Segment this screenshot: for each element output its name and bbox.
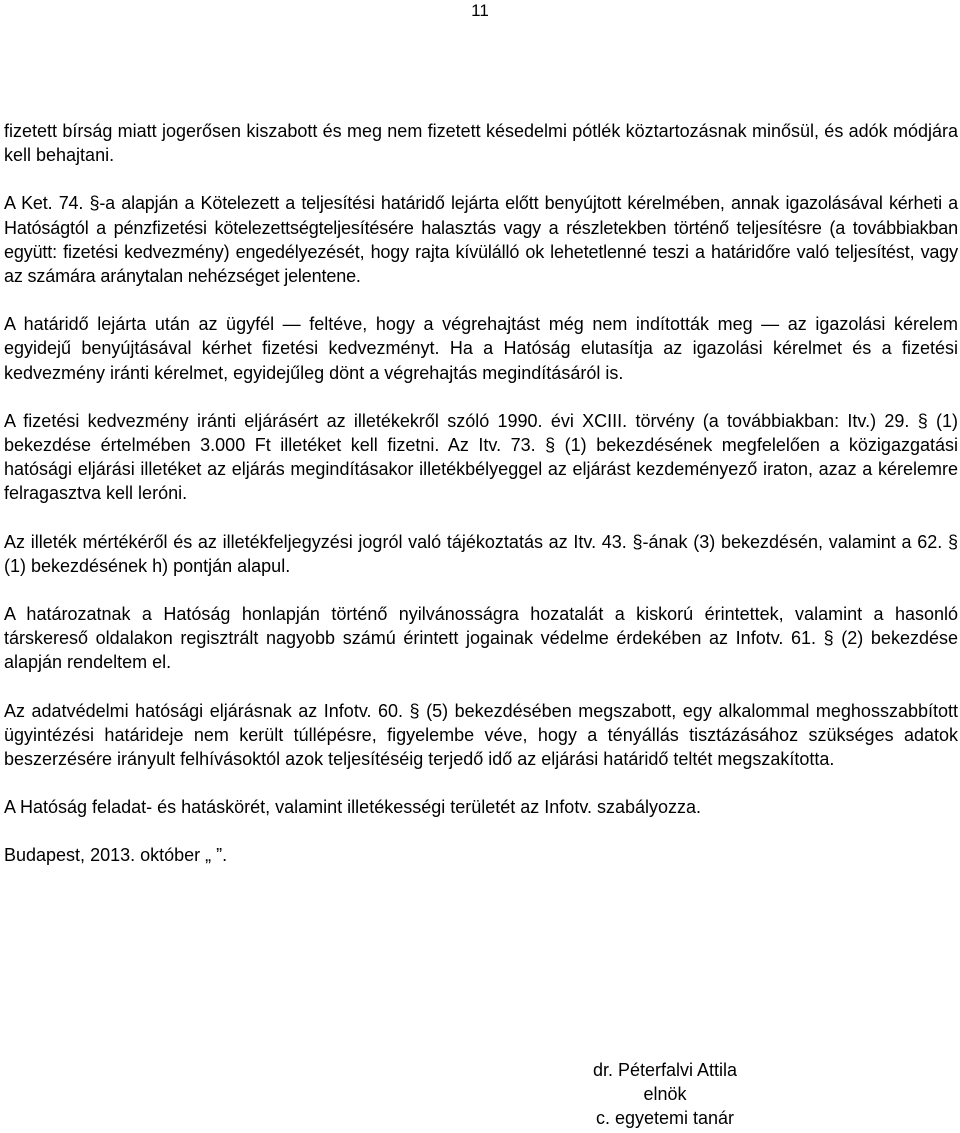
page-number: 11 [471,1,489,20]
paragraph-competence: A Hatóság feladat- és hatáskörét, valamint illetékességi területét az Infotv. szabályozza. [4,797,702,818]
document-body [4,119,958,868]
signatory-name: dr. Péterfalvi Attila [592,1060,738,1080]
paragraph-payment-relief: A Ket. 74. §-a alapján a Kötelezett a teljesítési határidő lejárta előtt benyújtott kérelmében, annak igazolásával kérheti a Hatóságtól a pénzfizetési kötelezettségteljesítésére halasztás vagy a részletekben történő teljesítésre (a továbbiakban együtt: fizetési kedvezmény) engedélyezését, hogy rajta kívülálló ok lehetetlenné teszi a határidőre való teljesítést, vagy az számára aránytalan nehézséget jelentene. [4,193,958,287]
signature-block [560,1058,770,1131]
signatory-role: c. egyetemi tanár [595,1108,735,1129]
paragraph-procedure-deadline: Az adatvédelmi hatósági eljárásnak az Infotv. 60. § (5) bekezdésében megszabott, egy alkalommal meghosszabbított ügyintézési határideje nem került túllépésre, figyelembe véve, hogy a tényállás tisztázásához szükséges adatok beszerzésére irányult felhívásoktól azok teljesítéséig terjedő idő az eljárási határidő teltét megszakította. [4,700,958,770]
paragraph-publication: A határozatnak a Hatóság honlapján történő nyilvánosságra hozatalát a kiskorú érintettek, valamint a hasonló társkereső oldalakon regisztrált nagyobb számú érintett jogainak védelme érdekében az Infotv. 61. § (2) bekezdése alapján rendeltem el. [4,604,958,673]
signatory-title: elnök [643,1084,687,1105]
date-line: Budapest, 2013. október „ ”. [4,845,228,866]
paragraph-penalty-collection: fizetett bírság miatt jogerősen kiszabott és meg nem fizetett késedelmi pótlék köztartozásnak minősül, és adók módjára kell behajtani. [4,121,958,166]
paragraph-deadline-expiry: A határidő lejárta után az ügyfél — feltéve, hogy a végrehajtást még nem indították meg — az igazolási kérelem egyidejű benyújtásával kérhet fizetési kedvezményt. Ha a Hatóság elutasítja az igazolási kérelmet és a fizetési kedvezmény iránti kérelmet, egyidejűleg dönt a végrehajtás megindításáról is. [4,314,958,383]
paragraph-fee: A fizetési kedvezmény iránti eljárásért az illetékekről szóló 1990. évi XCIII. törvény (a továbbiakban: Itv.) 29. § (1) bekezdése értelmében 3.000 Ft illetéket kell fizetni. Az Itv. 73. § (1) bekezdésének megfelelően a közigazgatási hatósági eljárási illetéket az eljárás megindításakor illetékbélyeggel az eljárást kezdeményező iraton, azaz a kérelemre felragasztva kell leróni. [4,410,958,504]
paragraph-fee-information: Az illeték mértékéről és az illetékfeljegyzési jogról való tájékoztatás az Itv. 43. §-ának (3) bekezdésén, valamint a 62. § (1) bekezdésének h) pontján alapul. [4,531,958,576]
